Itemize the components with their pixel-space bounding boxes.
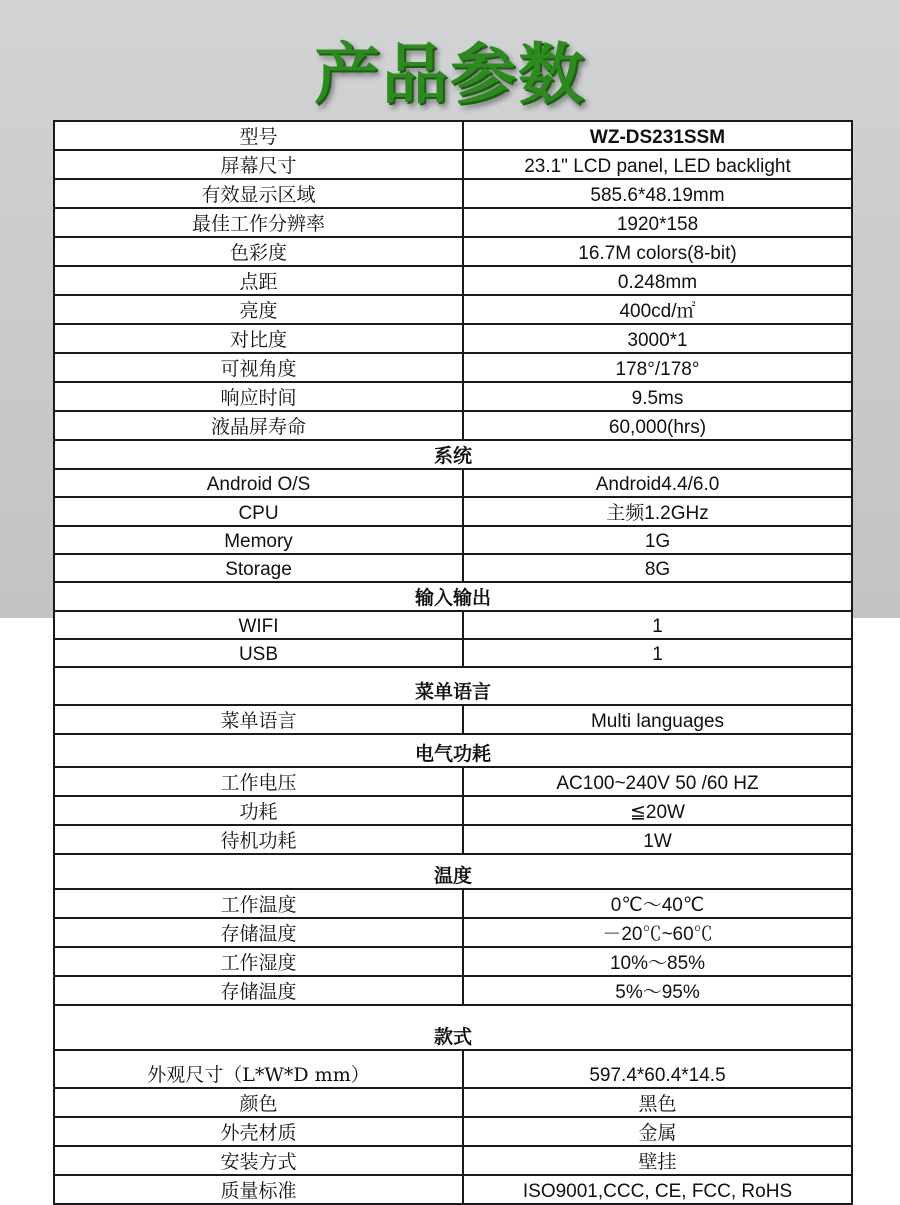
spec-label: USB (54, 639, 463, 667)
section-header-row (54, 582, 852, 611)
spec-row (54, 796, 852, 825)
spec-value: 60,000(hrs) (463, 411, 852, 440)
spec-value: 10%～85% (463, 947, 852, 976)
spec-value: 1 (463, 611, 852, 639)
section-header-row (54, 667, 852, 705)
spec-row (54, 1117, 852, 1146)
section-header-row (54, 440, 852, 469)
spec-label: 有效显示区域 (54, 179, 463, 208)
spec-label: 功耗 (54, 796, 463, 825)
spec-row (54, 208, 852, 237)
spec-label: 可视角度 (54, 353, 463, 382)
spec-label: 安装方式 (54, 1146, 463, 1175)
spec-label: Android O/S (54, 469, 463, 497)
spec-row (54, 295, 852, 324)
spec-value: 16.7M colors(8-bit) (463, 237, 852, 266)
spec-value: 585.6*48.19mm (463, 179, 852, 208)
spec-label: 工作温度 (54, 889, 463, 918)
spec-value: ISO9001,CCC, CE, FCC, RoHS (463, 1175, 852, 1204)
spec-label: 屏幕尺寸 (54, 150, 463, 179)
spec-label: 响应时间 (54, 382, 463, 411)
spec-value: ≦20W (463, 796, 852, 825)
spec-label: CPU (54, 497, 463, 526)
spec-value: 1 (463, 639, 852, 667)
spec-label: WIFI (54, 611, 463, 639)
spec-row (54, 266, 852, 295)
spec-value: －20℃~60℃ (463, 918, 852, 947)
spec-row (54, 767, 852, 796)
spec-row (54, 179, 852, 208)
spec-value: 0℃～40℃ (463, 889, 852, 918)
spec-value: WZ-DS231SSM (463, 121, 852, 150)
section-title: 电气功耗 (54, 734, 852, 767)
spec-row (54, 889, 852, 918)
spec-row (54, 705, 852, 734)
spec-row (54, 825, 852, 854)
spec-value: Android4.4/6.0 (463, 469, 852, 497)
spec-row (54, 1146, 852, 1175)
spec-value: 3000*1 (463, 324, 852, 353)
spec-row (54, 1050, 852, 1088)
spec-row (54, 554, 852, 582)
spec-table (53, 120, 853, 1205)
spec-label: Memory (54, 526, 463, 554)
spec-value: 壁挂 (463, 1146, 852, 1175)
spec-label: 色彩度 (54, 237, 463, 266)
spec-row (54, 150, 852, 179)
spec-value: 23.1" LCD panel, LED backlight (463, 150, 852, 179)
spec-value: AC100~240V 50 /60 HZ (463, 767, 852, 796)
spec-label: 亮度 (54, 295, 463, 324)
spec-label: Storage (54, 554, 463, 582)
section-header-row (54, 1005, 852, 1050)
spec-value: 8G (463, 554, 852, 582)
spec-row (54, 411, 852, 440)
spec-value: 1W (463, 825, 852, 854)
spec-value: 黑色 (463, 1088, 852, 1117)
spec-label: 颜色 (54, 1088, 463, 1117)
spec-value: 0.248mm (463, 266, 852, 295)
spec-value: 597.4*60.4*14.5 (463, 1050, 852, 1088)
section-header-row (54, 734, 852, 767)
spec-row (54, 237, 852, 266)
spec-label: 点距 (54, 266, 463, 295)
spec-value: 金属 (463, 1117, 852, 1146)
spec-row (54, 947, 852, 976)
spec-row (54, 639, 852, 667)
page-title: 产品参数 (314, 36, 586, 113)
spec-label: 最佳工作分辨率 (54, 208, 463, 237)
spec-value: Multi languages (463, 705, 852, 734)
spec-label: 菜单语言 (54, 705, 463, 734)
section-title: 温度 (54, 854, 852, 889)
spec-row (54, 976, 852, 1005)
spec-label: 液晶屏寿命 (54, 411, 463, 440)
spec-label: 型号 (54, 121, 463, 150)
spec-value: 1G (463, 526, 852, 554)
spec-label: 工作电压 (54, 767, 463, 796)
spec-value: 400cd/㎡ (463, 295, 852, 324)
spec-row (54, 918, 852, 947)
section-title: 输入输出 (54, 582, 852, 611)
spec-label: 存储温度 (54, 976, 463, 1005)
spec-row (54, 497, 852, 526)
spec-row (54, 611, 852, 639)
spec-value: 主频1.2GHz (463, 497, 852, 526)
spec-label: 质量标准 (54, 1175, 463, 1204)
spec-row (54, 121, 852, 150)
spec-label: 存储温度 (54, 918, 463, 947)
spec-value: 1920*158 (463, 208, 852, 237)
spec-row (54, 353, 852, 382)
spec-row (54, 1088, 852, 1117)
spec-row (54, 469, 852, 497)
spec-row (54, 382, 852, 411)
spec-value: 9.5ms (463, 382, 852, 411)
spec-value: 5%～95% (463, 976, 852, 1005)
spec-label: 待机功耗 (54, 825, 463, 854)
section-title: 菜单语言 (54, 667, 852, 705)
spec-label: 外壳材质 (54, 1117, 463, 1146)
section-header-row (54, 854, 852, 889)
spec-label: 对比度 (54, 324, 463, 353)
spec-label: 工作湿度 (54, 947, 463, 976)
spec-row (54, 526, 852, 554)
spec-value: 178°/178° (463, 353, 852, 382)
spec-label: 外观尺寸（L*W*D mm） (54, 1050, 463, 1088)
spec-row (54, 324, 852, 353)
section-title: 系统 (54, 440, 852, 469)
section-title: 款式 (54, 1005, 852, 1050)
